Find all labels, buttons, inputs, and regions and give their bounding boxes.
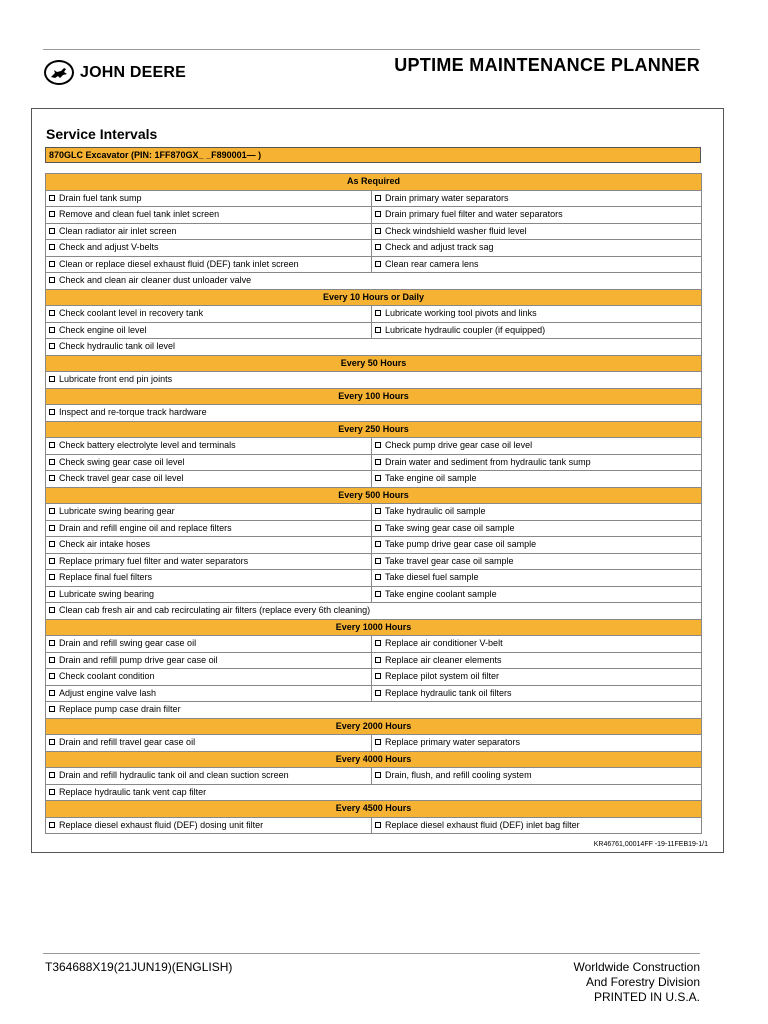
task-cell — [372, 817, 702, 834]
task-label: Drain and refill travel gear case oil — [59, 737, 196, 748]
division-line-3: PRINTED IN U.S.A. — [593, 990, 700, 1004]
task-row — [46, 372, 702, 389]
reference-code: KR46761,00014FF -19-11FEB19-1/1 — [593, 841, 708, 848]
task-cell — [46, 652, 372, 669]
task-cell — [372, 669, 702, 686]
task-row — [46, 273, 702, 290]
task-label: Remove and clean fuel tank inlet screen — [59, 209, 220, 220]
task-label: Clean radiator air inlet screen — [59, 225, 177, 236]
task-label: Drain primary fuel filter and water separators — [385, 209, 563, 220]
checkbox-icon[interactable] — [49, 277, 55, 283]
task-cell — [46, 405, 702, 422]
brand-text: JOHN DEERE — [80, 63, 187, 81]
task-label: Check hydraulic tank oil level — [59, 341, 176, 352]
task-cell — [46, 372, 702, 389]
task-cell — [46, 817, 372, 834]
task-cell — [46, 702, 702, 719]
task-label: Drain and refill pump drive gear case oil — [59, 654, 218, 665]
task-row — [46, 471, 702, 488]
task-cell — [372, 636, 702, 653]
checkbox-icon[interactable] — [49, 640, 55, 646]
interval-header-row — [46, 289, 702, 306]
checkbox-icon[interactable] — [375, 310, 381, 316]
interval-header-row — [46, 619, 702, 636]
checkbox-icon[interactable] — [49, 195, 55, 201]
checkbox-icon[interactable] — [49, 376, 55, 382]
task-cell — [372, 586, 702, 603]
checkbox-icon[interactable] — [375, 459, 381, 465]
task-cell — [372, 256, 702, 273]
task-label: Take diesel fuel sample — [385, 572, 479, 583]
task-label: Check air intake hoses — [59, 539, 151, 550]
checkbox-icon[interactable] — [375, 442, 381, 448]
checkbox-icon[interactable] — [49, 657, 55, 663]
task-row — [46, 652, 702, 669]
task-row — [46, 405, 702, 422]
task-row — [46, 306, 702, 323]
interval-header: Every 100 Hours — [46, 388, 702, 405]
checkbox-icon[interactable] — [49, 822, 55, 828]
checkbox-icon[interactable] — [49, 228, 55, 234]
task-cell — [46, 339, 702, 356]
task-cell — [372, 735, 702, 752]
task-row — [46, 817, 702, 834]
task-label: Check travel gear case oil level — [59, 473, 184, 484]
task-row — [46, 240, 702, 257]
task-cell — [46, 669, 372, 686]
task-cell — [372, 471, 702, 488]
task-cell — [46, 207, 372, 224]
task-cell — [372, 223, 702, 240]
task-row — [46, 636, 702, 653]
interval-header: Every 2000 Hours — [46, 718, 702, 735]
checkbox-icon[interactable] — [49, 442, 55, 448]
checkbox-icon[interactable] — [49, 706, 55, 712]
task-label: Replace primary fuel filter and water separators — [59, 555, 249, 566]
task-label: Check and adjust track sag — [385, 242, 494, 253]
interval-header-row — [46, 718, 702, 735]
checkbox-icon[interactable] — [49, 409, 55, 415]
task-label: Replace air cleaner elements — [385, 654, 502, 665]
task-label: Adjust engine valve lash — [59, 687, 157, 698]
task-label: Check and clean air cleaner dust unloader valve — [59, 275, 252, 286]
task-label: Check coolant level in recovery tank — [59, 308, 204, 319]
task-label: Replace air conditioner V-belt — [385, 638, 503, 649]
checkbox-icon[interactable] — [49, 607, 55, 613]
checkbox-icon[interactable] — [375, 558, 381, 564]
task-cell — [46, 784, 702, 801]
task-row — [46, 553, 702, 570]
checkbox-icon[interactable] — [375, 739, 381, 745]
interval-header-row — [46, 421, 702, 438]
task-cell — [372, 306, 702, 323]
task-cell — [46, 570, 372, 587]
task-cell — [46, 223, 372, 240]
task-label: Check engine oil level — [59, 324, 147, 335]
task-label: Drain primary water separators — [385, 192, 509, 203]
task-row — [46, 768, 702, 785]
task-cell — [372, 537, 702, 554]
task-row — [46, 322, 702, 339]
task-label: Lubricate swing bearing gear — [59, 506, 175, 517]
section-title: Service Intervals — [46, 126, 158, 142]
task-cell — [46, 768, 372, 785]
interval-header: As Required — [46, 174, 702, 191]
task-row — [46, 454, 702, 471]
checkbox-icon[interactable] — [375, 690, 381, 696]
task-cell — [46, 438, 372, 455]
interval-header-row — [46, 355, 702, 372]
interval-header: Every 500 Hours — [46, 487, 702, 504]
task-label: Take pump drive gear case oil sample — [385, 539, 537, 550]
task-cell — [46, 586, 372, 603]
checkbox-icon[interactable] — [49, 343, 55, 349]
interval-header-row — [46, 751, 702, 768]
task-row — [46, 603, 702, 620]
task-label: Lubricate front end pin joints — [59, 374, 173, 385]
task-label: Replace final fuel filters — [59, 572, 153, 583]
task-label: Drain and refill swing gear case oil — [59, 638, 197, 649]
checkbox-icon[interactable] — [375, 772, 381, 778]
task-row — [46, 685, 702, 702]
interval-header-row — [46, 801, 702, 818]
task-row — [46, 438, 702, 455]
interval-header-row — [46, 174, 702, 191]
task-label: Replace pilot system oil filter — [385, 671, 500, 682]
task-label: Replace hydraulic tank vent cap filter — [59, 786, 207, 797]
task-label: Lubricate working tool pivots and links — [385, 308, 537, 319]
task-label: Lubricate swing bearing — [59, 588, 155, 599]
task-cell — [372, 322, 702, 339]
interval-header-row — [46, 487, 702, 504]
checkbox-icon[interactable] — [375, 525, 381, 531]
task-cell — [46, 322, 372, 339]
john-deere-logo — [44, 60, 186, 85]
task-row — [46, 669, 702, 686]
task-cell — [372, 190, 702, 207]
checkbox-icon[interactable] — [49, 525, 55, 531]
task-cell — [46, 306, 372, 323]
task-label: Drain water and sediment from hydraulic tank sump — [385, 456, 591, 467]
task-row — [46, 586, 702, 603]
interval-header: Every 1000 Hours — [46, 619, 702, 636]
checkbox-icon[interactable] — [375, 673, 381, 679]
task-cell — [46, 504, 372, 521]
task-cell — [46, 471, 372, 488]
task-cell — [46, 735, 372, 752]
task-label: Take swing gear case oil sample — [385, 522, 515, 533]
checkbox-icon[interactable] — [49, 558, 55, 564]
task-label: Check swing gear case oil level — [59, 456, 185, 467]
checkbox-icon[interactable] — [49, 211, 55, 217]
checkbox-icon[interactable] — [49, 508, 55, 514]
checkbox-icon[interactable] — [49, 244, 55, 250]
task-label: Replace diesel exhaust fluid (DEF) inlet bag filter — [385, 819, 580, 830]
task-label: Check battery electrolyte level and terminals — [59, 440, 236, 451]
top-rule — [43, 49, 700, 50]
task-cell — [46, 520, 372, 537]
task-label: Clean rear camera lens — [385, 258, 479, 269]
checkbox-icon[interactable] — [375, 327, 381, 333]
page-title: UPTIME MAINTENANCE PLANNER — [394, 55, 700, 75]
task-label: Check pump drive gear case oil level — [385, 440, 533, 451]
task-cell — [372, 438, 702, 455]
checkbox-icon[interactable] — [375, 244, 381, 250]
task-row — [46, 520, 702, 537]
task-row — [46, 223, 702, 240]
checkbox-icon[interactable] — [49, 591, 55, 597]
task-row — [46, 256, 702, 273]
task-cell — [372, 520, 702, 537]
task-label: Drain, flush, and refill cooling system — [385, 770, 532, 781]
task-cell — [372, 240, 702, 257]
task-label: Take travel gear case oil sample — [385, 555, 514, 566]
interval-header: Every 250 Hours — [46, 421, 702, 438]
checkbox-icon[interactable] — [49, 541, 55, 547]
task-label: Check and adjust V-belts — [59, 242, 159, 253]
task-label: Replace hydraulic tank oil filters — [385, 687, 512, 698]
task-label: Drain and refill hydraulic tank oil and clean suction screen — [59, 770, 289, 781]
task-row — [46, 537, 702, 554]
task-cell — [46, 256, 372, 273]
task-cell — [46, 190, 372, 207]
service-intervals-table — [45, 173, 702, 834]
task-cell — [46, 537, 372, 554]
task-cell — [46, 273, 702, 290]
task-label: Lubricate hydraulic coupler (if equipped) — [385, 324, 546, 335]
checkbox-icon[interactable] — [375, 211, 381, 217]
task-label: Drain and refill engine oil and replace filters — [59, 522, 232, 533]
task-label: Replace diesel exhaust fluid (DEF) dosing unit filter — [59, 819, 264, 830]
task-row — [46, 702, 702, 719]
task-cell — [372, 570, 702, 587]
checkbox-icon[interactable] — [49, 574, 55, 580]
checkbox-icon[interactable] — [49, 261, 55, 267]
task-cell — [46, 685, 372, 702]
checkbox-icon[interactable] — [49, 739, 55, 745]
task-label: Take engine coolant sample — [385, 588, 497, 599]
task-cell — [372, 454, 702, 471]
checkbox-icon[interactable] — [49, 772, 55, 778]
task-cell — [46, 603, 702, 620]
document-id: T364688X19(21JUN19)(ENGLISH) — [45, 960, 233, 974]
task-row — [46, 784, 702, 801]
task-cell — [372, 685, 702, 702]
task-label: Take hydraulic oil sample — [385, 506, 486, 517]
checkbox-icon[interactable] — [375, 574, 381, 580]
task-cell — [372, 768, 702, 785]
task-label: Replace primary water separators — [385, 737, 521, 748]
task-label: Take engine oil sample — [385, 473, 477, 484]
checkbox-icon[interactable] — [49, 475, 55, 481]
checkbox-icon[interactable] — [375, 657, 381, 663]
task-row — [46, 190, 702, 207]
task-label: Replace pump case drain filter — [59, 704, 181, 715]
task-cell — [372, 553, 702, 570]
task-label: Clean cab fresh air and cab recirculating air filters (replace every 6th cleaning) — [59, 605, 371, 616]
interval-header: Every 50 Hours — [46, 355, 702, 372]
checkbox-icon[interactable] — [375, 475, 381, 481]
task-row — [46, 504, 702, 521]
division-line-2: And Forestry Division — [585, 975, 700, 989]
task-cell — [372, 652, 702, 669]
model-bar: 870GLC Excavator (PIN: 1FF870GX_ _F890001— ) — [45, 147, 701, 163]
checkbox-icon[interactable] — [375, 822, 381, 828]
checkbox-icon[interactable] — [49, 690, 55, 696]
checkbox-icon[interactable] — [49, 789, 55, 795]
division-block — [574, 960, 701, 1005]
task-cell — [46, 454, 372, 471]
task-label: Clean or replace diesel exhaust fluid (DEF) tank inlet screen — [59, 258, 299, 269]
interval-header: Every 4000 Hours — [46, 751, 702, 768]
task-cell — [46, 240, 372, 257]
interval-header-row — [46, 388, 702, 405]
checkbox-icon[interactable] — [49, 310, 55, 316]
checkbox-icon[interactable] — [375, 508, 381, 514]
checkbox-icon[interactable] — [375, 228, 381, 234]
checkbox-icon[interactable] — [49, 327, 55, 333]
task-label: Check coolant condition — [59, 671, 155, 682]
task-cell — [46, 553, 372, 570]
checkbox-icon[interactable] — [375, 591, 381, 597]
task-cell — [372, 504, 702, 521]
deer-icon — [44, 60, 74, 85]
task-cell — [46, 636, 372, 653]
task-label: Drain fuel tank sump — [59, 192, 142, 203]
task-row — [46, 735, 702, 752]
checkbox-icon[interactable] — [49, 673, 55, 679]
checkbox-icon[interactable] — [375, 541, 381, 547]
task-row — [46, 339, 702, 356]
task-row — [46, 207, 702, 224]
bottom-rule — [43, 953, 700, 954]
task-label: Inspect and re-torque track hardware — [59, 407, 207, 418]
checkbox-icon[interactable] — [375, 640, 381, 646]
interval-header: Every 4500 Hours — [46, 801, 702, 818]
task-cell — [372, 207, 702, 224]
checkbox-icon[interactable] — [375, 195, 381, 201]
task-row — [46, 570, 702, 587]
task-label: Check windshield washer fluid level — [385, 225, 527, 236]
division-line-1: Worldwide Construction — [573, 960, 700, 974]
checkbox-icon[interactable] — [375, 261, 381, 267]
interval-header: Every 10 Hours or Daily — [46, 289, 702, 306]
checkbox-icon[interactable] — [49, 459, 55, 465]
